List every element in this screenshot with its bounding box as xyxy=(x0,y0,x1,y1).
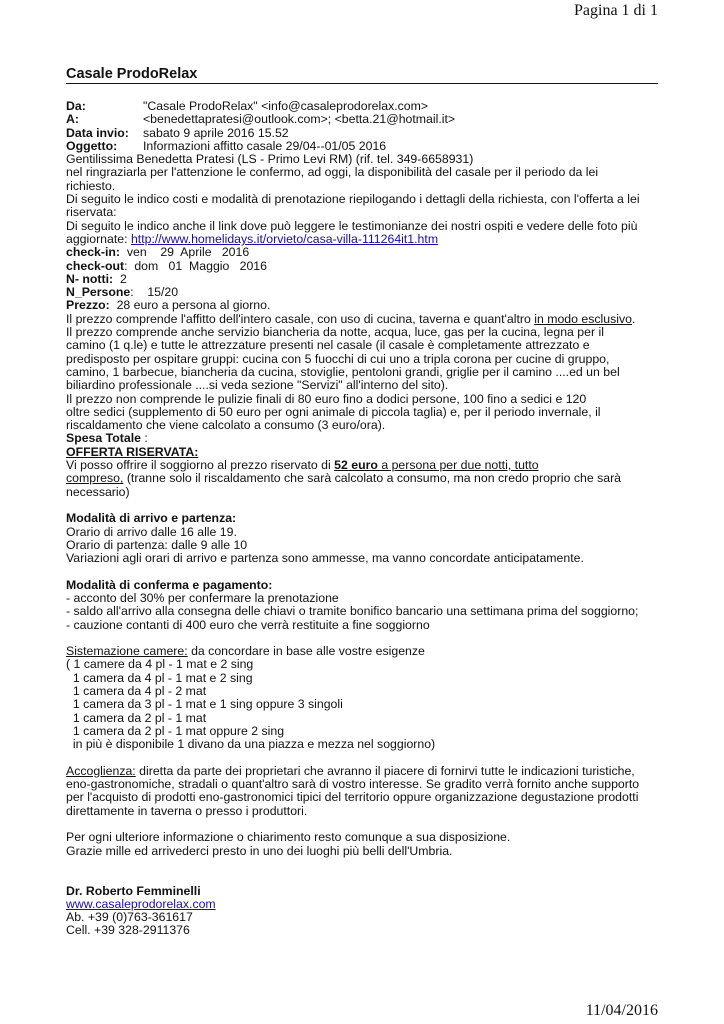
paragraph-line: nel ringraziarla per l'attenzione le confermo, ad oggi, la disponibilità del casale per il periodo da lei xyxy=(66,165,599,180)
email-content xyxy=(66,100,666,938)
offer-line: necessario) xyxy=(66,484,130,499)
welcome-line: direttamente in taverna o presso i produttori. xyxy=(66,803,308,818)
document-title: Casale ProdoRelax xyxy=(66,66,198,82)
offer-heading: OFFERTA RISERVATA: xyxy=(66,444,199,459)
arrival-line: Variazioni agli orari di arrivo e partenza sono ammesse, ma vanno concordate anticipatamente. xyxy=(66,551,584,566)
paragraph-line: riscaldamento che viene calcolato a consumo (3 euro/ora). xyxy=(66,418,386,433)
total-line: Spesa Totale : xyxy=(66,431,148,446)
checkout-line: check-out: dom 01 Maggio 2016 xyxy=(66,258,267,273)
paragraph-line: Di seguito le indico costi e modalità di prenotazione riepilogando i dettagli della richiesta, con l'offerta a lei xyxy=(66,192,640,207)
homelidays-link[interactable]: http://www.homelidays.it/orvieto/casa-villa-111264it1.htm xyxy=(130,231,439,246)
offer-line: Vi posso offrire il soggiorno al prezzo riservato di 52 euro a persona per due notti, tutto xyxy=(66,458,539,473)
paragraph-line: camino, 1 barbecue, biancheria da cucina, stoviglie, pentoloni grandi, griglie per il camino ....ed un bel xyxy=(66,364,620,379)
signature-cell: Cell. +39 328-2911376 xyxy=(66,923,190,938)
room-item: 1 camera da 2 pl - 1 mat xyxy=(66,710,207,725)
signature-phone: Ab. +39 (0)763-361617 xyxy=(66,910,193,925)
payment-heading: Modalità di conferma e pagamento: xyxy=(66,577,273,592)
paragraph-line: biliardino professionale ....si veda sezione "Servizi" all'interno del sito). xyxy=(66,378,449,393)
room-item: in più è disponibile 1 divano da una piazza e mezza nel soggiorno) xyxy=(66,737,436,752)
room-item: 1 camera da 2 pl - 1 mat oppure 2 sing xyxy=(66,723,285,738)
paragraph-line: oltre sedici (supplemento di 50 euro per ogni animale di piccola taglia) e, per il periodo invernale, il xyxy=(66,404,601,419)
signature-website-link[interactable]: www.casaleprodorelax.com xyxy=(66,896,216,911)
price-line: Prezzo: 28 euro a persona al giorno. xyxy=(66,298,271,313)
header-from: Da: "Casale ProdoRelax" <info@casaleprodorelax.com> xyxy=(66,99,429,113)
header-to: A: <benedettapratesi@outlook.com>; <betta.21@hotmail.it> xyxy=(66,112,456,127)
arrival-line: Orario di partenza: dalle 9 alle 10 xyxy=(66,537,248,552)
payment-line: - cauzione contanti di 400 euro che verrà restituite a fine soggiorno xyxy=(66,617,430,632)
paragraph-line: Il prezzo non comprende le pulizie finali di 80 euro fino a dodici persone, 100 fino a sedici e 120 xyxy=(66,391,587,406)
footer-date: 11/04/2016 xyxy=(585,1002,658,1019)
link-line: aggiornate: http://www.homelidays.it/orvieto/casa-villa-111264it1.htm xyxy=(66,231,439,246)
persons-line: N_Persone: 15/20 xyxy=(66,285,179,300)
checkin-line: check-in: ven 29 Aprile 2016 xyxy=(66,245,250,260)
paragraph-line: predisposto per ospitare gruppi: cucina con 5 fuocchi di cui uno a tripla corona per cucine di gruppo, xyxy=(66,351,610,366)
rooms-heading: Sistemazione camere: da concordare in base alle vostre esigenze xyxy=(66,644,425,659)
closing-line: Per ogni ulteriore informazione o chiarimento resto comunque a sua disposizione. xyxy=(66,830,511,845)
room-item: 1 camera da 3 pl - 1 mat e 1 sing oppure 3 singoli xyxy=(66,697,343,712)
welcome-line: Accoglienza: diretta da parte dei proprietari che avranno il piacere di fornirvi tutte le indicazioni turistiche, xyxy=(66,763,635,778)
room-item: 1 camera da 4 pl - 1 mat e 2 sing xyxy=(66,670,253,685)
room-item: 1 camera da 4 pl - 2 mat xyxy=(66,684,207,699)
payment-line: - acconto del 30% per confermare la prenotazione xyxy=(66,590,339,605)
arrival-heading: Modalità di arrivo e partenza: xyxy=(66,511,237,526)
header-date: Data invio: sabato 9 aprile 2016 15.52 xyxy=(66,125,289,140)
paragraph-line: Il prezzo comprende l'affitto dell'intero casale, con uso di cucina, taverna e quant'altro in modo esclusivo. xyxy=(66,311,636,326)
paragraph-line: Il prezzo comprende anche servizio biancheria da notte, acqua, luce, gas per la cucina, legna per il xyxy=(66,325,604,340)
payment-line: - saldo all'arrivo alla consegna delle chiavi o tramite bonifico bancario una settimana prima del soggiorno; xyxy=(66,604,639,619)
greeting: Gentilissima Benedetta Pratesi (LS - Primo Levi RM) (rif. tel. 349-6658931) xyxy=(66,152,474,167)
paragraph-line: Di seguito le indico anche il link dove può leggere le testimonianze dei nostri ospiti e vedere delle foto più xyxy=(66,218,638,233)
offer-line: compreso, (tranne solo il riscaldamento che sarà calcolato a consumo, ma non credo proprio che sarà xyxy=(66,471,622,486)
header-subject: Oggetto: Informazioni affitto casale 29/04--01/05 2016 xyxy=(66,138,387,153)
arrival-line: Orario di arrivo dalle 16 alle 19. xyxy=(66,524,237,539)
room-item: ( 1 camere da 4 pl - 1 mat e 2 sing xyxy=(66,657,254,672)
paragraph-line: richiesto. xyxy=(66,178,116,193)
closing-line: Grazie mille ed arrivederci presto in uno dei luoghi più belli dell'Umbria. xyxy=(66,843,453,858)
signature-name: Dr. Roberto Femminelli xyxy=(66,883,201,898)
welcome-line: per l'acquisto di prodotti eno-gastronomici tipici del territorio oppure organizzazione degustazione prodotti xyxy=(66,790,639,805)
paragraph-line: camino (1 q.le) e tutte le attrezzature presenti nel casale (il casale è completamente attrezzato e xyxy=(66,338,590,353)
title-divider xyxy=(66,83,658,84)
page-number: Pagina 1 di 1 xyxy=(574,2,658,19)
paragraph-line: riservata: xyxy=(66,205,117,220)
nights-line: N- notti: 2 xyxy=(66,271,127,286)
welcome-line: eno-gastronomiche, stradali o quant'altro sarà di vostro interesse. Se gradito verrà fornito anche supporto xyxy=(66,777,640,792)
